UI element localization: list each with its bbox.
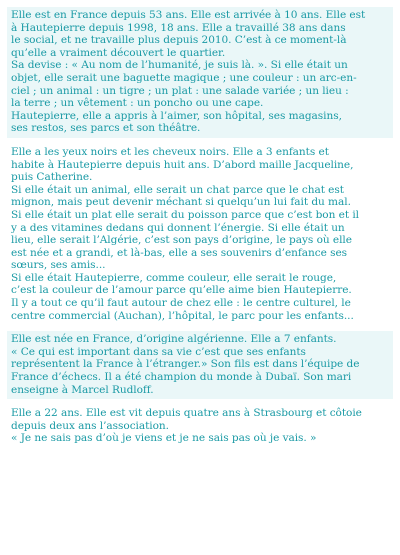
text-line: Si elle était Hautepierre, comme couleur, elle serait le rouge, <box>11 271 337 284</box>
text-line: centre commercial (Auchan), l’hôpital, le parc pour les enfants... <box>11 309 354 322</box>
text-line: ciel ; un animal : un tigre ; un plat : une salade variée ; un lieu : <box>11 84 349 97</box>
portrait-block-3 <box>7 331 393 399</box>
text-line: Elle est en France depuis 53 ans. Elle est arrivée à 10 ans. Elle est <box>11 9 366 21</box>
text-line: qu’elle a vraiment découvert le quartier. <box>11 46 226 59</box>
text-line: Hautepierre, elle a appris à l’aimer, son hôpital, ses magasins, <box>11 109 342 122</box>
portrait-block-1 <box>7 7 393 138</box>
text-line: est née et a grandi, et là-bas, elle a ses souvenirs d’enfance ses <box>11 246 348 259</box>
text-line: sœurs, ses amis... <box>11 259 106 272</box>
text-line: Si elle était un animal, elle serait un chat parce que le chat est <box>11 183 344 196</box>
text-line: habite à Hautepierre depuis huit ans. D’abord maille Jacqueline, <box>11 158 354 171</box>
text-line: objet, elle serait une baguette magique ; une couleur : un arc-en- <box>11 71 357 84</box>
text-line: puis Catherine. <box>11 171 93 184</box>
text-line: ses restos, ses parcs et son théâtre. <box>11 122 201 135</box>
text-line: y a des vitamines dedans qui donnent l’énergie. Si elle était un <box>11 221 345 234</box>
text-line: Elle est née en France, d’origine algérienne. Elle a 7 enfants. <box>11 333 337 346</box>
text-line: Sa devise : « Au nom de l’humanité, je suis là. ». Si elle était un <box>11 59 348 72</box>
text-line: Il y a tout ce qu’il faut autour de chez elle : le centre culturel, le <box>11 297 351 310</box>
text-line: lieu, elle serait l’Algérie, c’est son pays d’origine, le pays où elle <box>11 234 352 247</box>
text-line: « Je ne sais pas d’où je viens et je ne sais pas où je vais. » <box>11 432 317 445</box>
text-line: c’est la couleur de l’amour parce qu’elle aime bien Hautepierre. <box>11 284 352 297</box>
text-line: la terre ; un vêtement : un poncho ou une cape. <box>11 97 264 110</box>
text-line: Elle a 22 ans. Elle est vit depuis quatre ans à Strasbourg et côtoie <box>11 407 362 420</box>
text-line: le social, et ne travaille plus depuis 2010. C’est à ce moment-là <box>11 34 347 47</box>
document-page <box>4 4 396 551</box>
text-line: « Ce qui est important dans sa vie c’est que ses enfants <box>11 345 306 358</box>
portrait-block-2 <box>7 144 393 325</box>
text-line: Elle a les yeux noirs et les cheveux noirs. Elle a 3 enfants et <box>11 145 329 158</box>
text-line: France d’échecs. Il a été champion du monde à Dubaï. Son mari <box>11 371 352 384</box>
portrait-block-4 <box>7 405 393 448</box>
text-line: Si elle était un plat elle serait du poisson parce que c’est bon et il <box>11 208 359 221</box>
text-line: à Hautepierre depuis 1998, 18 ans. Elle a travaillé 38 ans dans <box>11 21 346 34</box>
text-line: représentent la France à l’étranger.» Son fils est dans l’équipe de <box>11 358 360 371</box>
text-line: mignon, mais peut devenir méchant si quelqu’un lui fait du mal. <box>11 196 351 209</box>
text-line: enseigne à Marcel Rudloff. <box>11 383 154 396</box>
text-line: depuis deux ans l’association. <box>11 419 169 432</box>
